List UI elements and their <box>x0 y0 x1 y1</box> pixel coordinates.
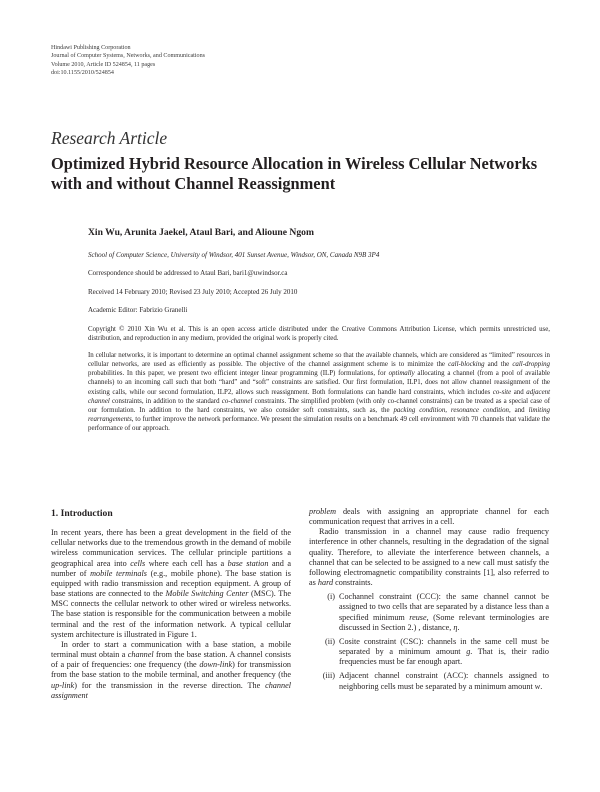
section-heading-introduction: 1. Introduction <box>51 508 113 519</box>
constraint-item-csc: (ii) Cosite constraint (CSC): channels in the same cell must be separated by a minimum amount g. That is, their radio frequencies must be far enough apart. <box>324 636 549 667</box>
publisher-line: Hindawi Publishing Corporation <box>51 45 131 51</box>
intro-paragraph-3: Radio transmission in a channel may cause radio frequency interference in other channels, resulting in the degradation of the signal quality. Therefore, to alleviate the interference between channels, a channel that can be selected to be assigned to a new call must satisfy the following electromagnetic compatibility constraints [1], also referred to as hard constraints. <box>309 527 549 588</box>
constraint-item-ccc: (i) Cochannel constraint (CCC): the same channel cannot be assigned to two cells that are separated by a distance less than a specified minimum reuse, (Some relevant terminologies are discussed in Section 2.) , distance, η. <box>327 592 549 632</box>
author-list: Xin Wu, Arunita Jaekel, Ataul Bari, and Alioune Ngom <box>88 227 314 238</box>
intro-paragraph-2-continued: problem deals with assigning an appropriate channel for each communication request that arrives in a cell. <box>309 507 549 527</box>
abstract: In cellular networks, it is important to determine an optimal channel assignment scheme so that the available channels, which are considered as “limited” resources in cellular networks, are used as efficiently as possible. The objective of the channel assignment scheme is to minimize the call-blocking and the call-dropping probabilities. In this paper, we present two efficient integer linear programming (ILP) formulations, for optimally allocating a channel (from a pool of available channels) to an incoming call such that both “hard” and “soft” constraints are satisfied. Our first formulation, ILP1, does not allow channel reassignment of the existing calls, while our second formulation, ILP2, allows such reassignment. Both formulations can handle hard constraints, which includes co-site and adjacent channel constraints, in addition to the standard co-channel constraints. The simplified problem (with only co-channel constraints) can be treated as a special case of our formulation. In addition to the hard constraints, we also consider soft constraints, such as, the packing condition, resonance condition, and limiting rearrangements, to further improve the network performance. We present the simulation results on a benchmark 49 cell environment with 70 channels that validate the performance of our approach. <box>88 352 551 433</box>
volume-line: Volume 2010, Article ID 524854, 11 pages <box>51 61 156 68</box>
doi-line: doi:10.1155/2010/524854 <box>51 69 114 76</box>
academic-editor: Academic Editor: Fabrizio Granelli <box>88 306 188 314</box>
affiliation: School of Computer Science, University of Windsor, 401 Sunset Avenue, Windsor, ON, Canada N9B 3P4 <box>88 251 380 259</box>
left-column <box>51 509 291 701</box>
intro-paragraph-1: In recent years, there has been a great development in the field of the cellular networks due to the tremendous growth in the demand of mobile wireless communication services. The cellular principle partitions a geographical area into cells where each cell has a base station and a number of mobile terminals (e.g., mobile phone). The base station is equipped with radio transmission and reception equipment. A group of base stations are connected to the Mobile Switching Center (MSC). The MSC connects the cellular network to other wired or wireless networks. The base station is responsible for the communication between a mobile terminal and the rest of the information network. A typical cellular system architecture is illustrated in Figure 1. <box>51 528 291 639</box>
received-dates: Received 14 February 2010; Revised 23 July 2010; Accepted 26 July 2010 <box>88 288 298 296</box>
paper-title: Optimized Hybrid Resource Allocation in Wireless Cellular Networks with and without Channel Reassignment <box>51 154 538 193</box>
journal-header <box>51 44 205 77</box>
right-column <box>309 507 549 692</box>
journal-name-line: Journal of Computer Systems, Networks, and Communications <box>51 53 206 60</box>
intro-paragraph-2: In order to start a communication with a base station, a mobile terminal must obtain a channel from the base station. A channel consists of a pair of frequencies: one frequency (the down-link) for transmission from the base station to the mobile terminal, and another frequency (the up-link) for the transmission in the reverse direction. The channel assignment <box>51 639 292 700</box>
article-type: Research Article <box>51 128 168 148</box>
constraint-item-acc: (iii) Adjacent channel constraint (ACC): channels assigned to neighboring cells must be separated by a minimum amount w. <box>322 671 549 691</box>
copyright-notice: Copyright © 2010 Xin Wu et al. This is an open access article distributed under the Creative Commons Attribution License, which permits unrestricted use, distribution, and reproduction in any medium, provided the original work is properly cited. <box>88 326 550 343</box>
correspondence: Correspondence should be addressed to Ataul Bari, bari1@uwindsor.ca <box>88 269 288 277</box>
